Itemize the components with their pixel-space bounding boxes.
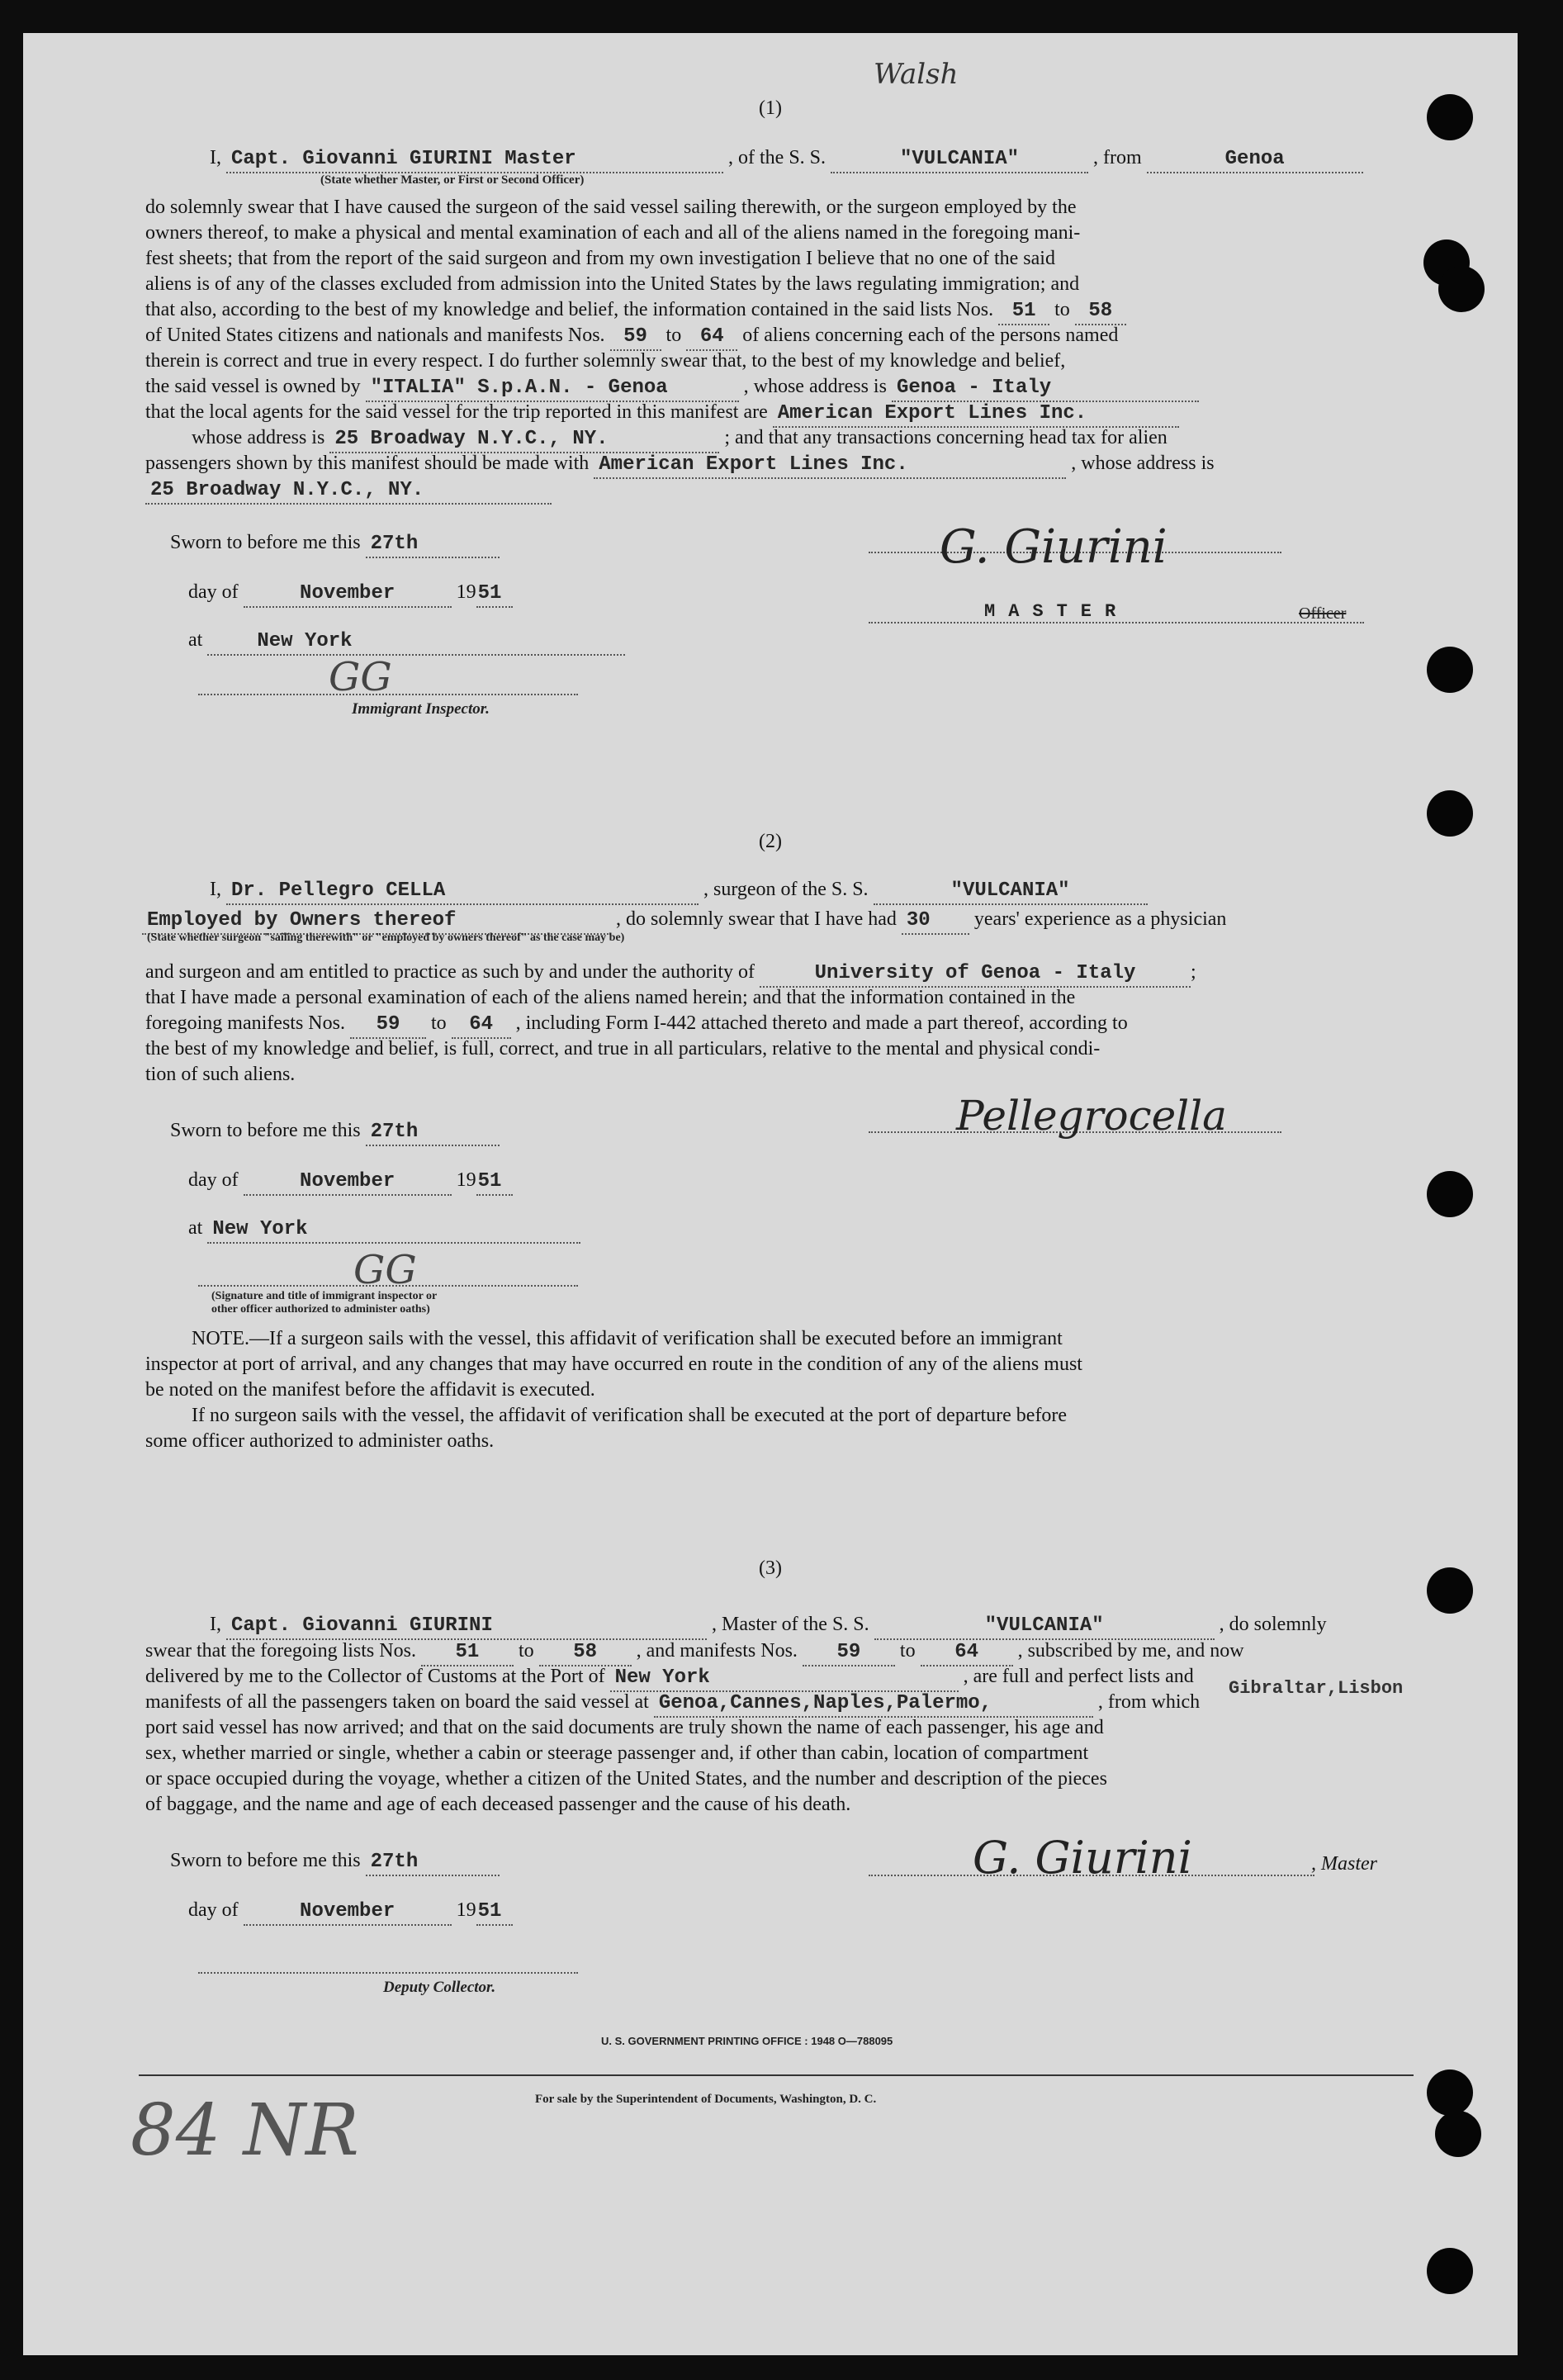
text: , from	[1093, 147, 1142, 168]
s1-para-line	[145, 323, 1409, 351]
master-name-field: Capt. Giovanni GIURINI	[226, 1614, 707, 1640]
s1-para-line	[145, 297, 1409, 325]
punch-hole	[1435, 2111, 1481, 2157]
collector-line	[198, 1972, 578, 1974]
s1-caption: (State whether Master, or First or Second Officer)	[320, 173, 585, 187]
manifests-from-field: 59	[803, 1640, 895, 1666]
text: ; and that any transactions concerning head tax for alien	[724, 427, 1168, 448]
surgeon-name-field: Dr. Pellegro CELLA	[226, 879, 699, 905]
text: , do solemnly swear that I have had	[616, 908, 897, 930]
handwritten-note: 84 NR	[130, 2089, 359, 2172]
master-suffix	[1311, 1853, 1377, 1875]
manifests-from-field: 59	[350, 1012, 426, 1039]
text: ;	[1191, 961, 1196, 983]
years-field: 30	[902, 908, 969, 935]
lists-from-field: 51	[421, 1640, 514, 1666]
s2-caption: (State whether surgeon "sailing therewith" or "employed by owners thereof" as the case may be)	[147, 932, 625, 944]
year-field: 51	[476, 1169, 513, 1196]
s1-para-line: do solemnly swear that I have caused the surgeon of the said vessel sailing therewith, or the surgeon employed by the	[145, 197, 1077, 218]
authority-field: University of Genoa - Italy	[760, 961, 1191, 988]
s1-line-1	[145, 145, 1409, 173]
text: , subscribed by me, and now	[1017, 1640, 1244, 1662]
master-label-line	[869, 601, 1364, 623]
text: swear that the foregoing lists Nos.	[145, 1640, 416, 1662]
text: to	[899, 1640, 916, 1662]
s1-para-line	[145, 374, 1409, 402]
text: , whose address is	[743, 376, 887, 397]
text: day of	[188, 1899, 239, 1921]
text: of United States citizens and nationals and manifests Nos.	[145, 325, 605, 346]
tax-agent-field: American Export Lines Inc.	[594, 453, 1066, 479]
text: Sworn to before me this	[170, 1120, 361, 1141]
text: manifests of all the passengers taken on board the said vessel at	[145, 1691, 649, 1713]
section-2-number: (2)	[759, 831, 782, 852]
s2-para-line	[145, 960, 1409, 988]
s1-para-line	[145, 400, 1409, 428]
port-field: New York	[610, 1666, 959, 1692]
text: , do solemnly	[1219, 1614, 1327, 1635]
surgeon-signature: Pellegrocella	[956, 1092, 1227, 1140]
sale-note: For sale by the Superintendent of Documents, Washington, D. C.	[535, 2093, 877, 2106]
s2-para-line: the best of my knowledge and belief, is full, correct, and true in all particulars, relative to the mental and physical condi-	[145, 1038, 1101, 1060]
manifests-from-field: 59	[610, 325, 661, 351]
margin-note: Walsh	[874, 58, 959, 91]
s1-para-line	[145, 476, 1409, 505]
s3-para-line: of baggage, and the name and age of each deceased passenger and the cause of his death.	[145, 1794, 851, 1815]
sworn-day-field: 27th	[366, 532, 500, 558]
text: day of	[188, 1169, 239, 1191]
manifests-to-field: 64	[921, 1640, 1013, 1666]
s2-para-line: tion of such aliens.	[145, 1064, 296, 1085]
s3-para-line: port said vessel has now arrived; and that on the said documents are truly shown the name of each passenger, his age and	[145, 1717, 1104, 1738]
sig-caption-1: (Signature and title of immigrant inspector or	[211, 1290, 438, 1302]
text: I,	[210, 147, 221, 168]
s1-sworn	[170, 530, 1433, 558]
inspector-signature-2: GG​	[353, 1247, 417, 1293]
text: I,	[210, 1614, 221, 1635]
agents-address-field: 25 Broadway N.Y.C., NY.	[329, 427, 719, 453]
text: the said vessel is owned by	[145, 376, 361, 397]
printing-office: U. S. GOVERNMENT PRINTING OFFICE : 1948 O—788095	[601, 2035, 893, 2047]
text: I,	[210, 879, 221, 900]
inspector-signature-1: GG​	[329, 654, 392, 700]
s3-para-line	[145, 1690, 1409, 1718]
inspector-line	[198, 694, 578, 695]
text: at	[188, 629, 203, 651]
s1-at	[145, 628, 1409, 656]
ports-of-call-field: Genoa,Cannes,Naples,Palermo,	[654, 1691, 1093, 1718]
text: , Master	[1311, 1853, 1377, 1875]
text: Sworn to before me this	[170, 1850, 361, 1871]
s2-line-1	[145, 877, 1409, 905]
s1-para-line: therein is correct and true in every respect. I do further solemnly swear that, to the best of my knowledge and belief,	[145, 350, 1066, 372]
footer-rule	[139, 2074, 1414, 2076]
year-field: 51	[476, 581, 513, 608]
text: 19	[456, 1169, 476, 1191]
lists-from-field: 51	[998, 299, 1049, 325]
master-label: MASTER	[984, 601, 1130, 622]
s2-para-line: that I have made a personal examination of each of the aliens named herein; and that the information contained in the	[145, 987, 1076, 1008]
text: NOTE.—If a surgeon sails with the vessel, this affidavit of verification shall be executed before an immigrant	[192, 1328, 1063, 1349]
text: , of the S. S.	[728, 147, 826, 168]
text: of aliens concerning each of the persons named	[742, 325, 1119, 346]
text: Sworn to before me this	[170, 532, 361, 553]
text: that the local agents for the said vessel for the trip reported in this manifest are	[145, 401, 768, 423]
lists-to-field: 58	[539, 1640, 632, 1666]
text: to	[518, 1640, 534, 1662]
text: at	[188, 1217, 203, 1239]
text: , whose address is	[1071, 453, 1215, 474]
s2-at	[145, 1216, 1409, 1244]
s2-note-line: be noted on the manifest before the affidavit is executed.	[145, 1379, 595, 1401]
text: to	[1054, 299, 1070, 320]
punch-hole	[1427, 790, 1473, 837]
sworn-day-field: 27th	[366, 1120, 500, 1146]
vessel-field: "VULCANIA"	[831, 147, 1088, 173]
owner-address-field: Genoa - Italy	[892, 376, 1199, 402]
text: If no surgeon sails with the vessel, the affidavit of verification shall be executed at the port of departure before	[192, 1405, 1068, 1426]
s3-para-line: sex, whether married or single, whether a cabin or steerage passenger and, if other than cabin, location of compartment	[145, 1742, 1089, 1764]
employment-field: Employed by Owners thereof	[142, 908, 611, 935]
from-port-field: Genoa	[1147, 147, 1363, 173]
text: , surgeon of the S. S.	[703, 879, 869, 900]
text: , and manifests Nos.	[636, 1640, 798, 1662]
s2-note-line: some officer authorized to administer oaths.	[145, 1430, 495, 1452]
s3-sworn	[170, 1848, 1433, 1876]
sig-caption-2: other officer authorized to administer oaths)	[211, 1303, 430, 1316]
s2-note-line	[145, 1326, 1409, 1351]
vessel-field: "VULCANIA"	[874, 879, 1148, 905]
text: Gibraltar,Lisbon	[1229, 1678, 1404, 1699]
text: , from which	[1097, 1691, 1201, 1713]
section-1-number: (1)	[759, 97, 782, 119]
master-signature-3: G. Giurini	[973, 1832, 1192, 1884]
owner-field: "ITALIA" S.p.A.N. - Genoa	[366, 376, 739, 402]
s2-day	[145, 1168, 1409, 1196]
s1-para-line	[145, 451, 1409, 479]
month-field: November	[244, 1899, 452, 1926]
place-field: New York	[207, 1217, 580, 1244]
s1-para-line	[145, 425, 1409, 453]
s1-para-line: fest sheets; that from the report of the said surgeon and from my own investigation I believe that no one of the said	[145, 248, 1055, 269]
s3-line-1	[145, 1612, 1409, 1640]
text: Officer	[1299, 604, 1347, 623]
text: , Master of the S. S.	[712, 1614, 869, 1635]
sworn-day-field: 27th	[366, 1850, 500, 1876]
text: to	[430, 1012, 447, 1034]
text: passengers shown by this manifest should be made with	[145, 453, 590, 474]
punch-hole	[1438, 266, 1485, 312]
agents-field: American Export Lines Inc.	[773, 401, 1179, 428]
text: whose address is	[192, 427, 325, 448]
officer-label	[1299, 604, 1346, 623]
s2-note-line: inspector at port of arrival, and any changes that may have occurred en route in the condition of any of the aliens must	[145, 1354, 1082, 1375]
inspector-line-2	[198, 1285, 578, 1287]
punch-hole	[1427, 2248, 1473, 2294]
punch-hole	[1427, 1171, 1473, 1217]
inspector-caption: Immigrant Inspector.	[352, 700, 490, 718]
section-3-number: (3)	[759, 1557, 782, 1579]
tax-agent-address-field: 25 Broadway N.Y.C., NY.	[145, 478, 552, 505]
text: to	[665, 325, 682, 346]
s1-para-line: aliens is of any of the classes excluded from admission into the United States by the laws regulating immigration; and	[145, 273, 1080, 295]
manifests-to-field: 64	[452, 1012, 511, 1039]
vessel-field: "VULCANIA"	[874, 1614, 1215, 1640]
year-field: 51	[476, 1899, 513, 1926]
document-page	[23, 33, 1518, 2355]
master-name-field: Capt. Giovanni GIURINI Master	[226, 147, 723, 173]
s3-day	[145, 1898, 1409, 1926]
text: delivered by me to the Collector of Customs at the Port of	[145, 1666, 605, 1687]
manifests-to-field: 64	[686, 325, 737, 351]
punch-hole	[1427, 2069, 1473, 2116]
punch-hole	[1427, 647, 1473, 693]
s3-para-line: or space occupied during the voyage, whether a citizen of the United States, and the number and description of the pieces	[145, 1768, 1107, 1790]
s2-note-line	[145, 1403, 1409, 1428]
month-field: November	[244, 1169, 452, 1196]
s1-para-line: owners thereof, to make a physical and mental examination of each and all of the aliens named in the foregoing mani-	[145, 222, 1081, 244]
s2-para-line	[145, 1011, 1409, 1039]
text: 19	[456, 581, 476, 603]
month-field: November	[244, 581, 452, 608]
collector-caption: Deputy Collector.	[383, 1979, 496, 1996]
text: 19	[456, 1899, 476, 1921]
text: , including Form I-442 attached thereto and made a part thereof, according to	[515, 1012, 1128, 1034]
master-signature: G. Giurini	[940, 520, 1168, 574]
lists-to-field: 58	[1075, 299, 1126, 325]
s3-para-line	[145, 1664, 1409, 1692]
place-field: New York	[207, 629, 625, 656]
text: , are full and perfect lists and	[963, 1666, 1194, 1687]
text: day of	[188, 581, 239, 603]
s3-para-line	[145, 1638, 1409, 1666]
text: years' experience as a physician	[973, 908, 1227, 930]
s2-line-2	[142, 907, 1405, 935]
text: foregoing manifests Nos.	[145, 1012, 345, 1034]
text: that also, according to the best of my knowledge and belief, the information contained in the said lists Nos.	[145, 299, 994, 320]
text: and surgeon and am entitled to practice as such by and under the authority of	[145, 961, 755, 983]
